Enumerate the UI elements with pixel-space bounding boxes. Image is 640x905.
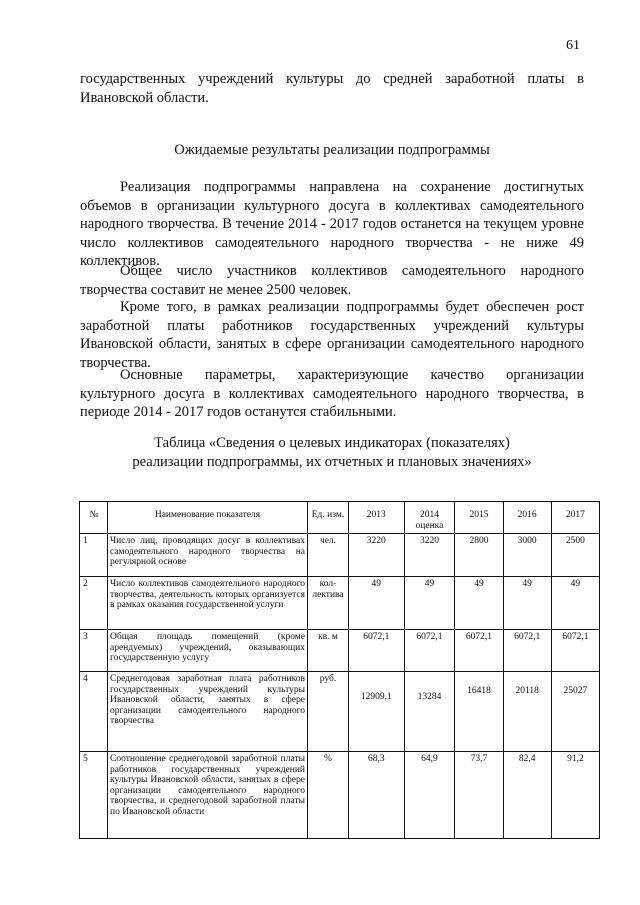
- section-title: Ожидаемые результаты реализации подпрограммы: [174, 142, 490, 158]
- row-num: 5: [80, 752, 108, 839]
- intro-line-1: государственных учреждений культуры до средней заработной платы в: [80, 71, 584, 87]
- row-value-2014: 6072,1: [404, 630, 455, 672]
- row-num: 4: [80, 672, 108, 752]
- row-value-2014: 13284: [404, 672, 455, 752]
- table-title-line-2: реализации подпрограммы, их отчетных и плановых значениях»: [132, 454, 532, 470]
- row-value-2016: 49: [503, 577, 551, 630]
- row-value-2013: 49: [349, 577, 405, 630]
- row-value-2015: 49: [455, 577, 503, 630]
- row-value-2015: 6072,1: [455, 630, 503, 672]
- row-name: Число лиц, проводящих досуг в коллективах самодеятельного народного творчества на регулярной основе: [108, 534, 308, 577]
- header-unit: Ед. изм.: [308, 502, 349, 534]
- row-value-2015: 16418: [455, 672, 503, 752]
- row-value-2014: 64,9: [404, 752, 455, 839]
- row-value-2017: 91,2: [551, 752, 599, 839]
- row-value-2015: 73,7: [455, 752, 503, 839]
- row-value-2017: 6072,1: [551, 630, 599, 672]
- row-value-2017: 25027: [551, 672, 599, 752]
- row-unit: руб.: [308, 672, 349, 752]
- table-row: [80, 534, 600, 577]
- row-unit: кв. м: [308, 630, 349, 672]
- row-name: Среднегодовая заработная плата работников государственных учреждений культуры Ивановской области, занятых в сфере организации самодеятельного народного творчества: [108, 672, 308, 752]
- row-name: Общая площадь помещений (кроме арендуемых) учреждений, оказывающих государственную услугу: [108, 630, 308, 672]
- row-value-2013: 6072,1: [349, 630, 405, 672]
- header-2014: [404, 502, 455, 534]
- indicators-table: [79, 501, 600, 839]
- row-name: Число коллективов самодеятельного народного творчества, деятельность которых организуется в рамках оказания государственной услуги: [108, 577, 308, 630]
- row-value-2013: 3220: [349, 534, 405, 577]
- row-num: 1: [80, 534, 108, 577]
- table-row: [80, 752, 600, 839]
- intro-line-2: Ивановской области.: [80, 89, 209, 106]
- table-title: [80, 434, 584, 472]
- header-2015: 2015: [455, 502, 503, 534]
- header-2017: 2017: [551, 502, 599, 534]
- intro-text: [80, 70, 584, 107]
- header-2014-year: 2014: [419, 510, 439, 520]
- row-unit: чел.: [308, 534, 349, 577]
- row-value-2016: 6072,1: [503, 630, 551, 672]
- paragraph-2: Общее число участников коллективов самодеятельного народного творчества составит не менее 2500 человек.: [80, 263, 584, 298]
- table-row: [80, 577, 600, 630]
- row-value-2017: 2500: [551, 534, 599, 577]
- header-2013: 2013: [349, 502, 405, 534]
- header-num: №: [80, 502, 108, 534]
- header-name: Наименование показателя: [108, 502, 308, 534]
- row-value-2016: 20118: [503, 672, 551, 752]
- header-2014-note: оценка: [415, 520, 444, 531]
- table-title-line-1: Таблица «Сведения о целевых индикаторах (показателях): [154, 435, 510, 451]
- row-value-2017: 49: [551, 577, 599, 630]
- row-num: 3: [80, 630, 108, 672]
- row-value-2013: 68,3: [349, 752, 405, 839]
- row-value-2014: 49: [404, 577, 455, 630]
- row-name: Соотношение среднегодовой заработной платы работников государственных учреждений культуры Ивановской области, занятых в сфере организации самодеятельного народного творчества, и среднегодовой заработной платы по Ивановской области: [108, 752, 308, 839]
- table-header-row: [80, 502, 600, 534]
- row-num: 2: [80, 577, 108, 630]
- paragraph-1: Реализация подпрограммы направлена на сохранение достигнутых объемов в организации культурного досуга в коллективах самодеятельного народного творчества. В течение 2014 - 2017 годов останется на текущем уровне число коллективов самодеятельного народного творчества - не ниже 49 коллективов.: [80, 179, 584, 269]
- row-value-2014: 3220: [404, 534, 455, 577]
- row-value-2016: 82,4: [503, 752, 551, 839]
- page-number: 61: [566, 38, 580, 53]
- paragraph-3: Кроме того, в рамках реализации подпрограммы будет обеспечен рост заработной платы работников государственных учреждений культуры Ивановской области, занятых в сфере организации самодеятельного народного творчества.: [80, 299, 584, 371]
- row-value-2016: 3000: [503, 534, 551, 577]
- header-2016: 2016: [503, 502, 551, 534]
- row-unit: кол-лектива: [308, 577, 349, 630]
- row-value-2013: 12909,1: [349, 672, 405, 752]
- paragraph-4: Основные параметры, характеризующие качество организации культурного досуга в коллективах самодеятельного народного творчества, в периоде 2014 - 2017 годов останутся стабильными.: [80, 367, 584, 420]
- table-row: [80, 672, 600, 752]
- row-unit: %: [308, 752, 349, 839]
- row-value-2015: 2800: [455, 534, 503, 577]
- table-row: [80, 630, 600, 672]
